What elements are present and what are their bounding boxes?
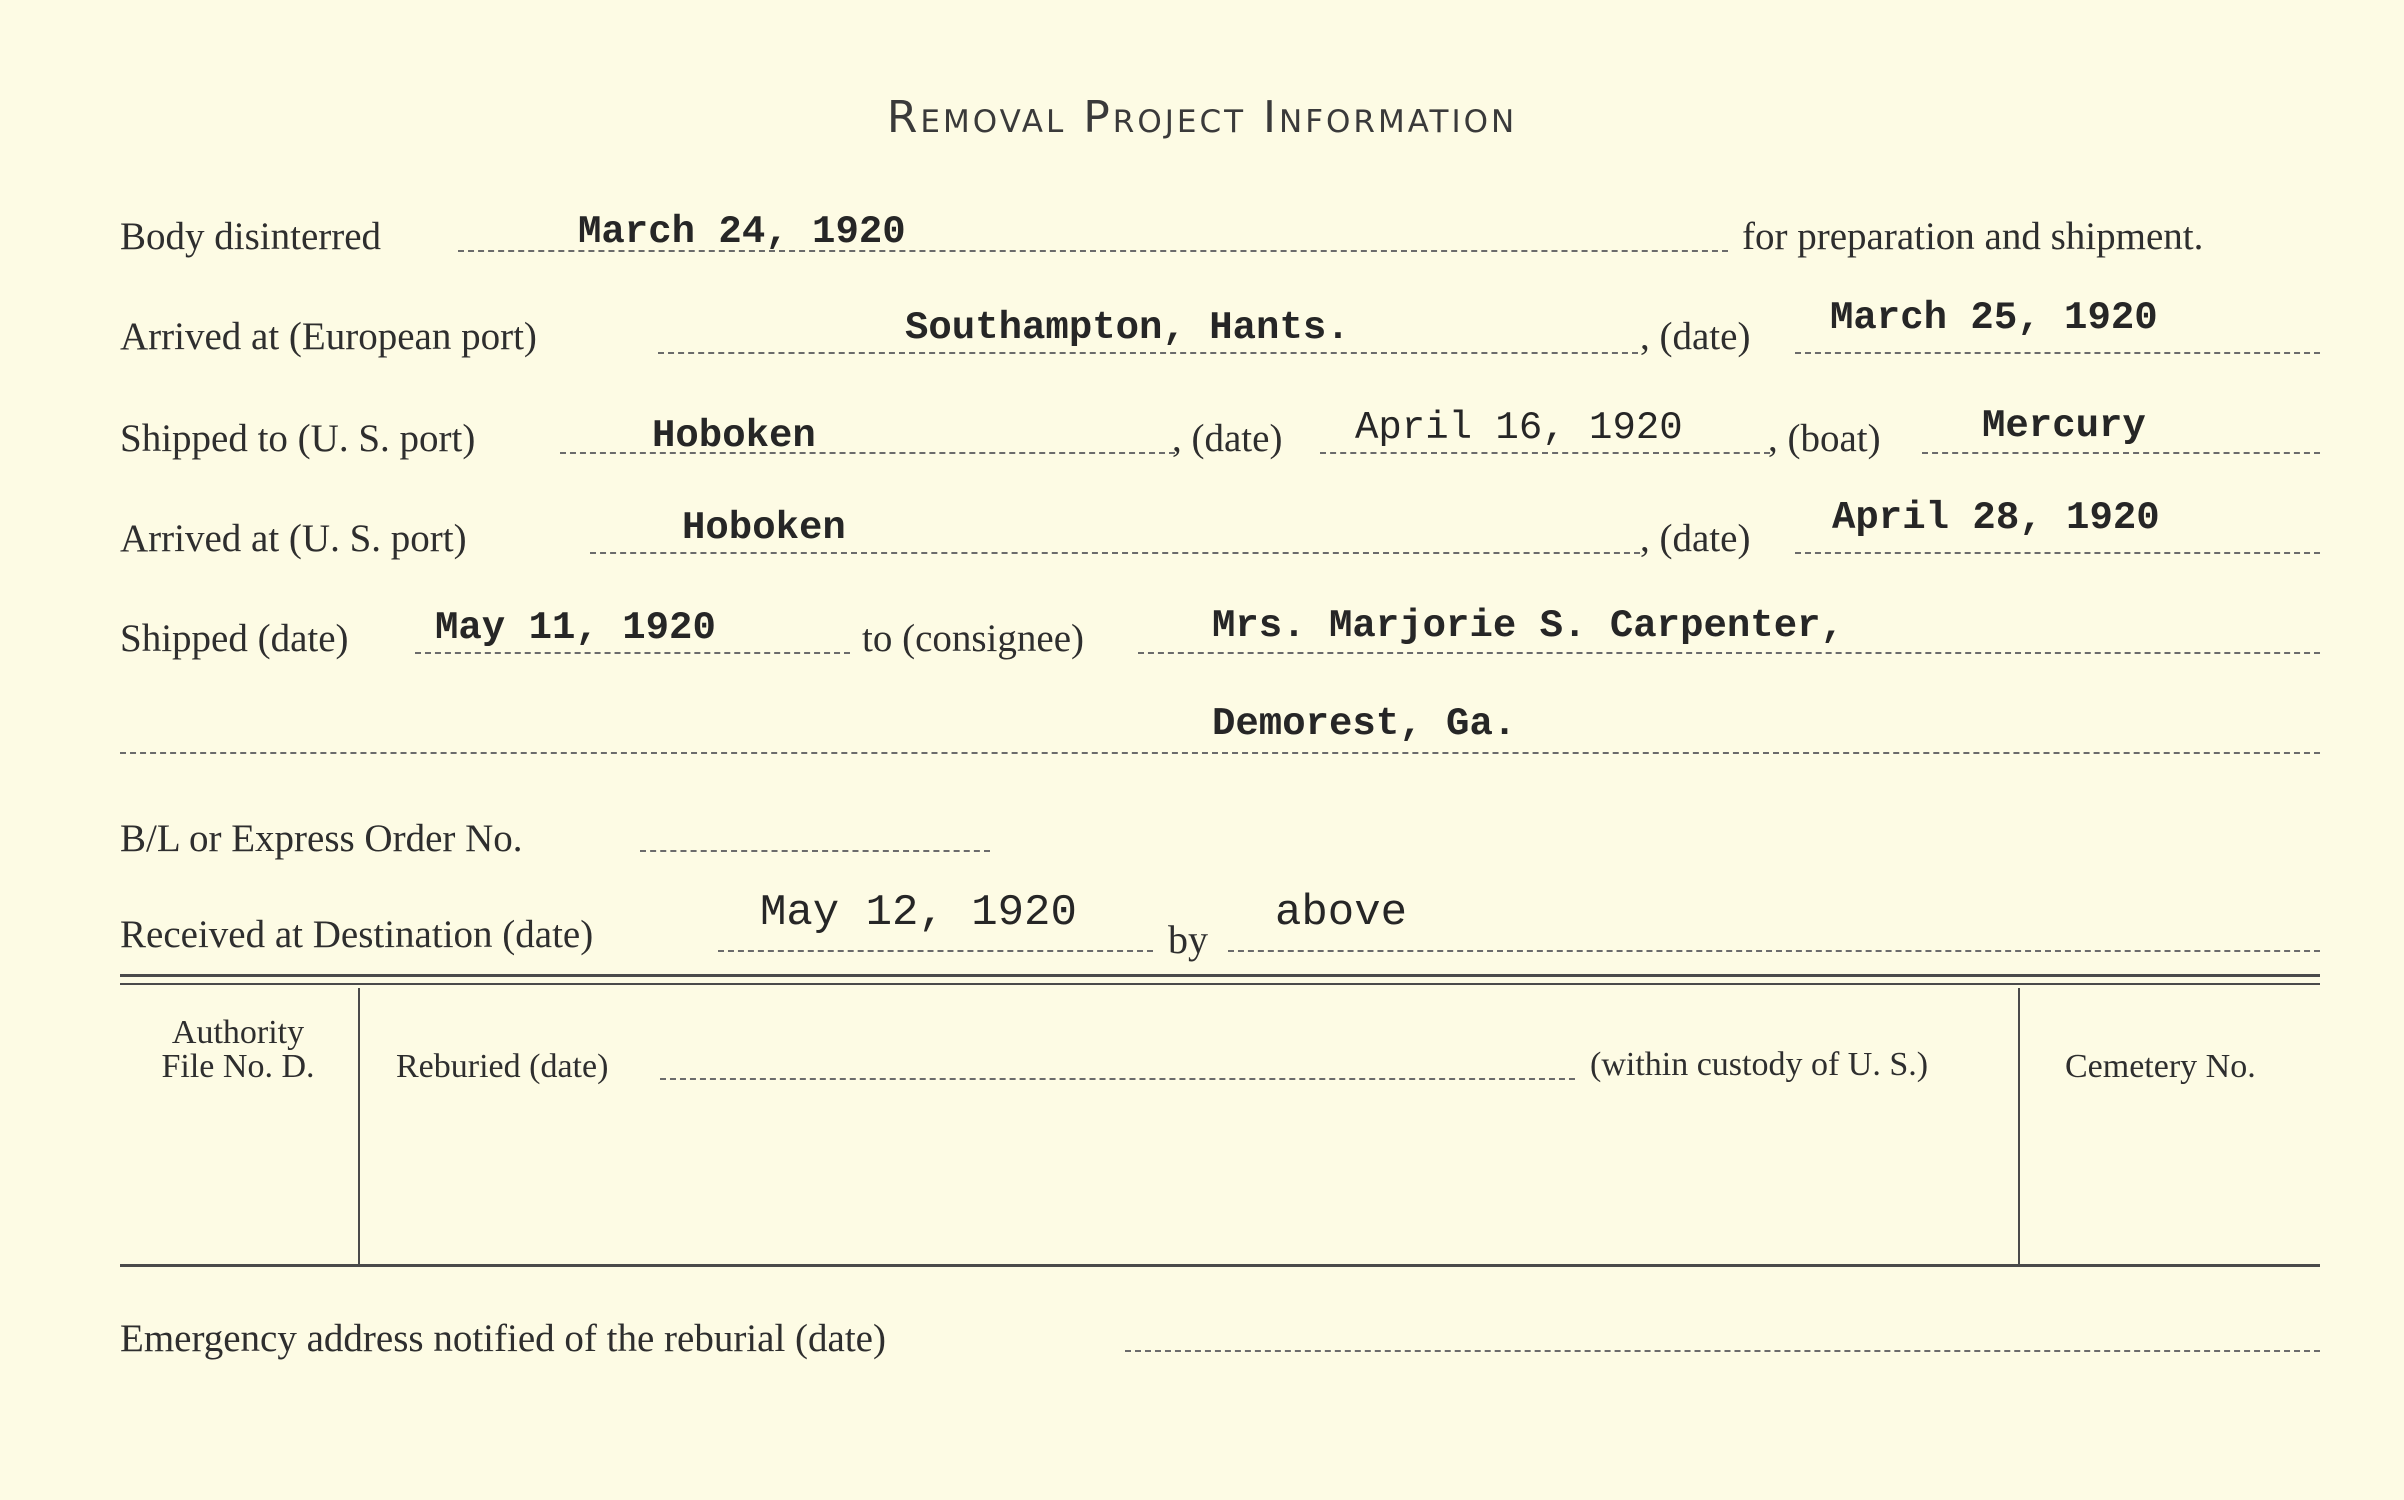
by-value: above [1275,888,1408,938]
boat-line [1922,452,2320,454]
consignee-line [1138,652,2320,654]
us-arrived-date-label: , (date) [1640,517,1751,560]
bl-line [640,850,990,852]
us-arrived-value: Hoboken [682,506,846,550]
euro-date-line [1795,352,2320,354]
table-divider-left [358,988,360,1264]
reburied-line [660,1078,1575,1080]
us-ship-date-value: April 16, 1920 [1355,406,1683,450]
authority-label-1: Authority [171,1014,305,1051]
us-ship-date-line [1320,452,1770,454]
consignee-line1: Mrs. Marjorie S. Carpenter, [1212,604,1844,648]
euro-port-line [658,352,1638,354]
authority-label-2: File No. D. [161,1048,315,1085]
euro-port-value: Southampton, Hants. [905,306,1350,350]
card-title: Removal Project Information [886,92,1518,143]
us-arrived-date-line [1795,552,2320,554]
emergency-label: Emergency address notified of the reburial (date) [120,1317,886,1360]
consignee-line2: Demorest, Ga. [1212,702,1517,746]
euro-date-label: , (date) [1640,315,1751,358]
received-line [718,950,1153,952]
disinterred-label: Body disinterred [120,215,382,258]
us-arrived-line [590,552,1640,554]
consignee-label: to (consignee) [862,617,1085,660]
us-ship-date-label: , (date) [1172,417,1283,460]
received-label: Received at Destination (date) [120,913,594,956]
table-top-rule-1 [120,974,2320,977]
shipped-date-line [415,652,850,654]
table-top-rule-2 [120,983,2320,985]
us-ship-label: Shipped to (U. S. port) [120,417,476,460]
consignee-continuation-line [120,752,2320,754]
euro-port-label: Arrived at (European port) [120,315,537,358]
euro-date-value: March 25, 1920 [1830,296,2158,340]
us-ship-value: Hoboken [652,414,816,458]
boat-label: , (boat) [1768,417,1881,460]
reburied-label: Reburied (date) [396,1048,609,1085]
by-line [1228,950,2320,952]
us-arrived-label: Arrived at (U. S. port) [120,517,467,560]
table-divider-right [2018,988,2020,1264]
disinterred-suffix: for preparation and shipment. [1742,215,2204,258]
received-value: May 12, 1920 [760,888,1077,938]
cemetery-label: Cemetery No. [2065,1048,2256,1085]
shipped-date-value: May 11, 1920 [435,606,716,650]
disinterred-value: March 24, 1920 [578,210,906,254]
boat-value: Mercury [1982,404,2146,448]
us-arrived-date-value: April 28, 1920 [1832,496,2160,540]
custody-label: (within custody of U. S.) [1590,1046,1929,1083]
emergency-line [1125,1350,2320,1352]
bl-label: B/L or Express Order No. [120,817,523,860]
by-label: by [1168,917,1208,962]
table-bottom-rule [120,1264,2320,1267]
shipped-date-label: Shipped (date) [120,617,349,660]
